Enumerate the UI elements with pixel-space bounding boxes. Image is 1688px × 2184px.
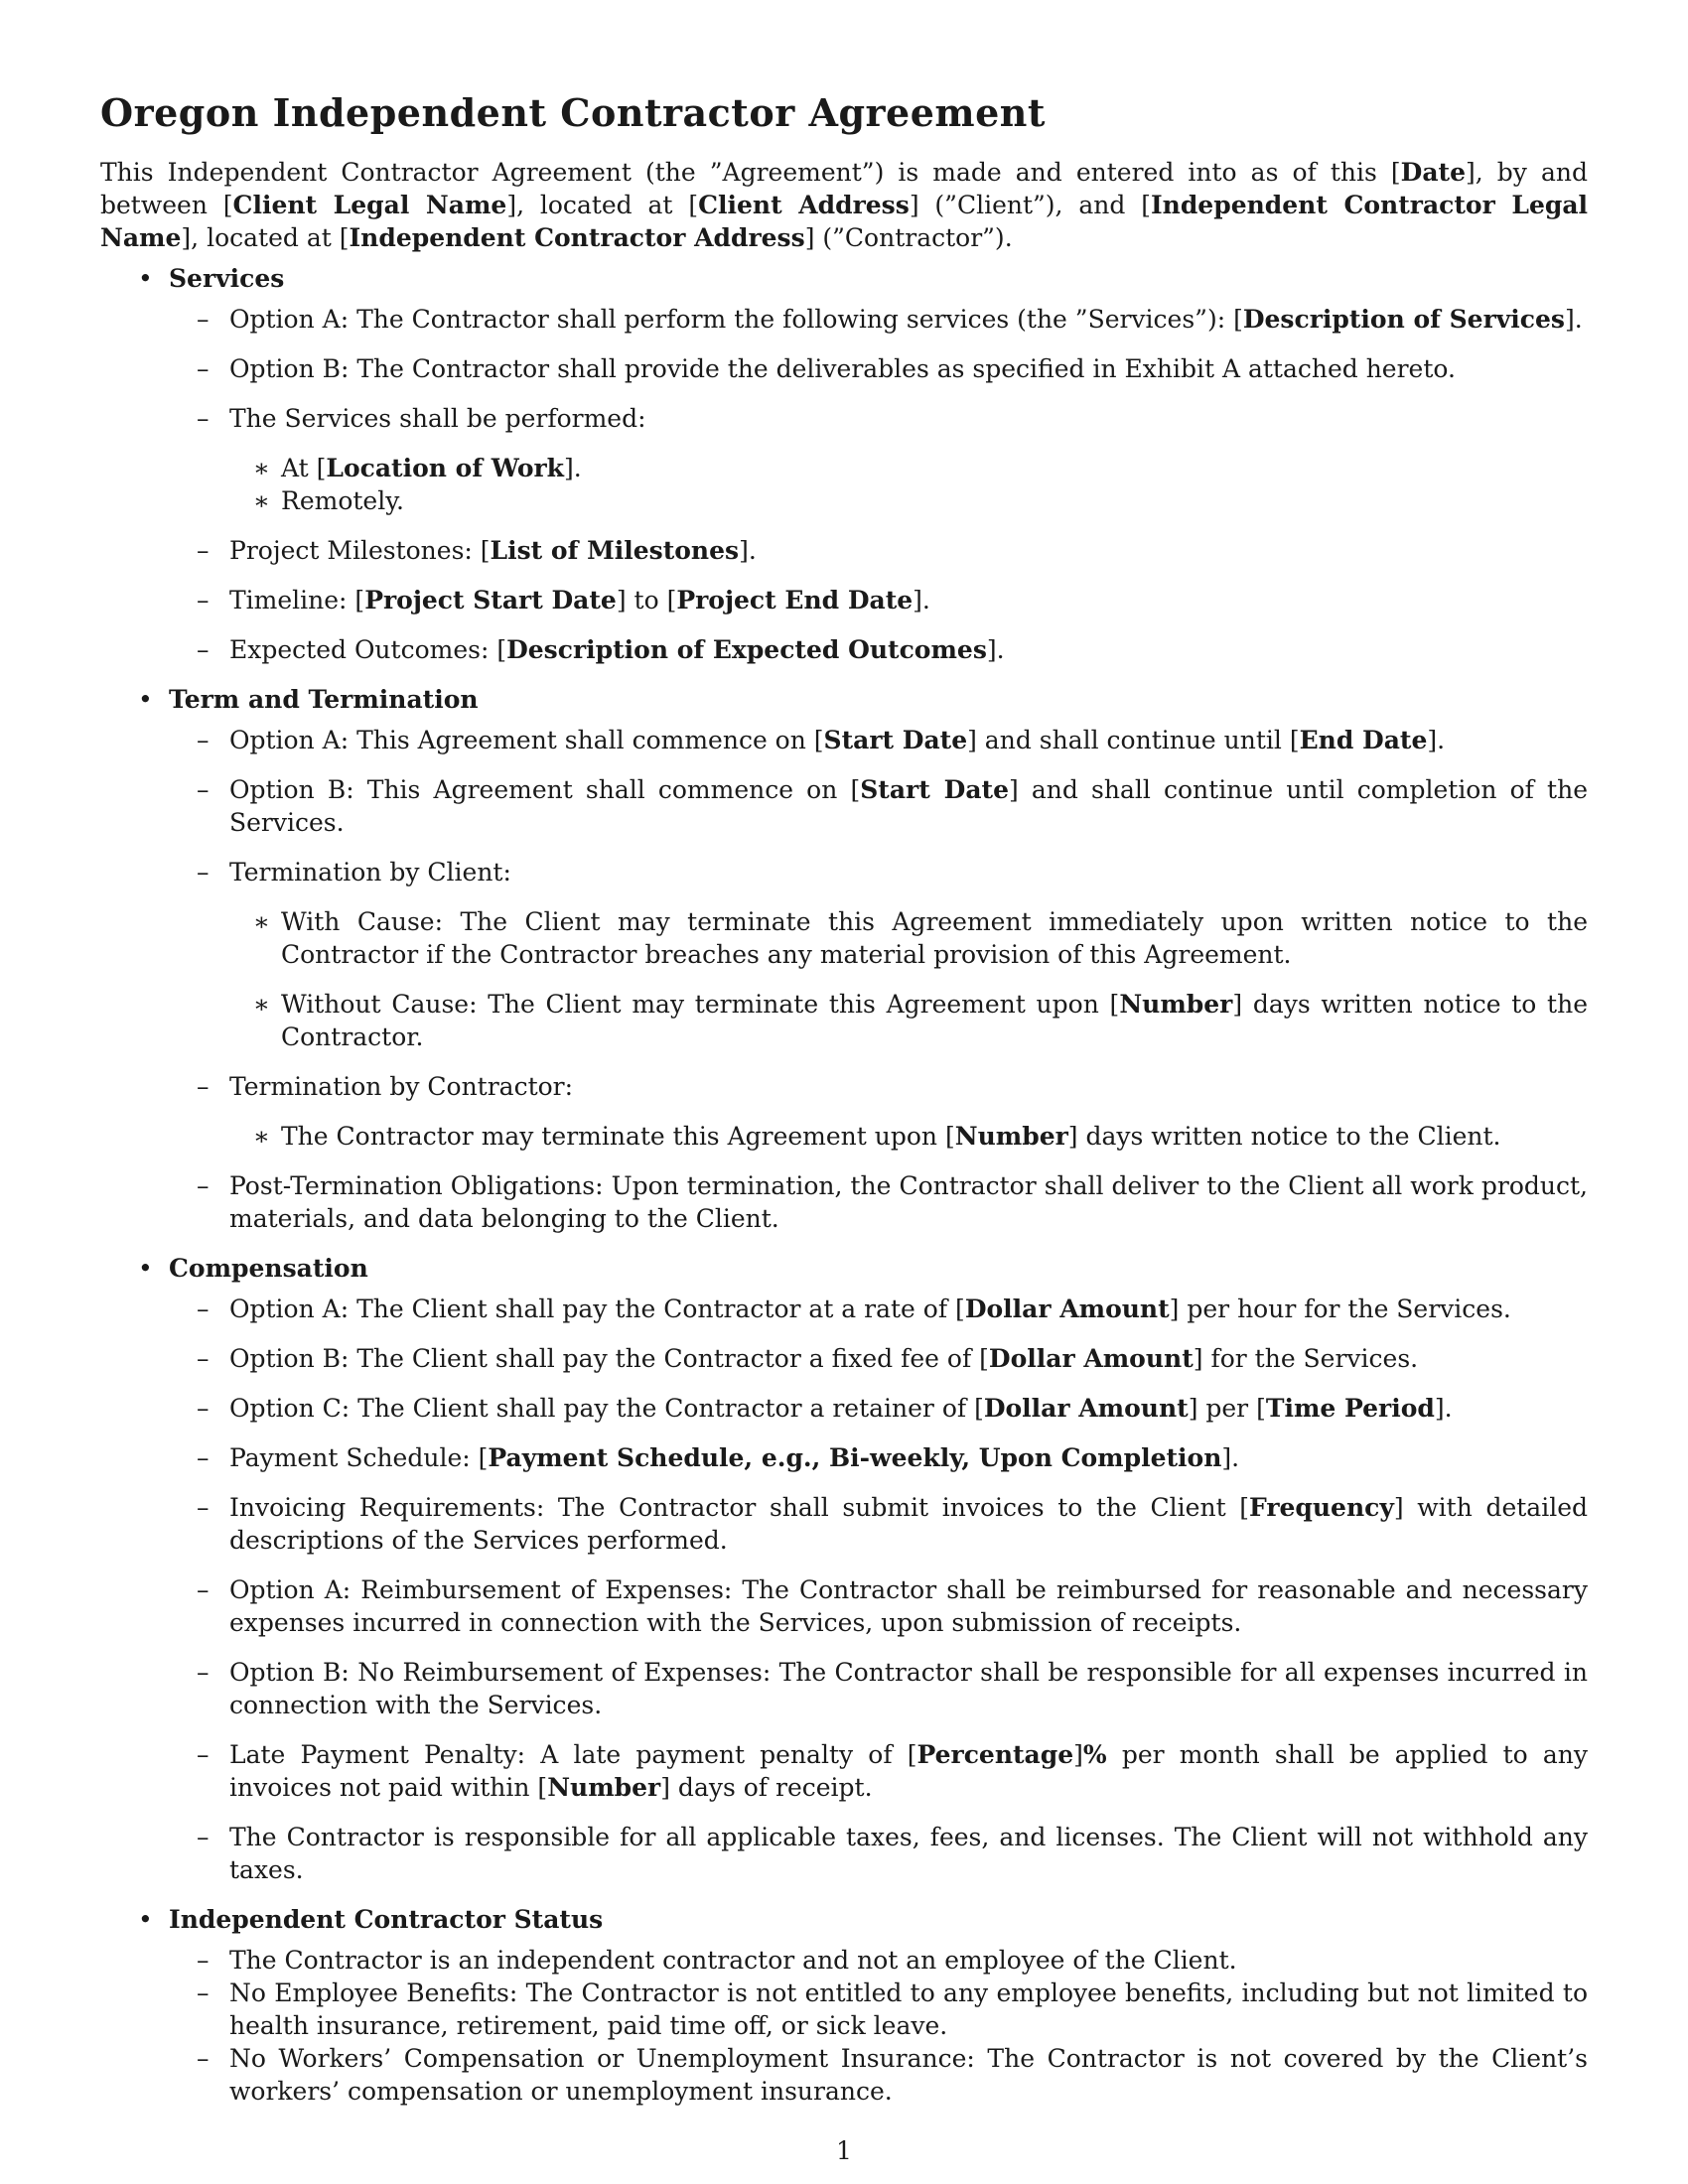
placeholder-contractor-address: Independent Contractor Address — [349, 223, 805, 252]
placeholder-client-name: Client Legal Name — [232, 191, 507, 219]
list-item — [169, 584, 1588, 616]
dash: – — [197, 726, 210, 754]
section-status — [100, 1903, 1588, 2108]
dash: – — [197, 404, 210, 433]
page-number: 1 — [836, 2136, 852, 2165]
dash: – — [197, 1823, 210, 1851]
placeholder: Time Period — [1265, 1394, 1435, 1423]
placeholder: List of Milestones — [490, 536, 740, 565]
list-item — [169, 352, 1588, 385]
list-item — [169, 1977, 1588, 2042]
placeholder: Number — [547, 1773, 661, 1802]
item-text: No Employee Benefits: The Contractor is not entitled to any employee benefits, including but not limited to health insurance, retirement, paid time off, or sick leave. — [229, 1979, 1588, 2040]
sub-list — [229, 1120, 1588, 1153]
dash: – — [197, 1946, 210, 1975]
placeholder: End Date — [1299, 726, 1428, 754]
section-heading: Independent Contractor Status — [169, 1905, 604, 1934]
item-text: Timeline: [ — [229, 586, 365, 614]
item-text: Option A: Reimbursement of Expenses: The Contractor shall be reimbursed for reasonable and necessary expenses incurred in connection with the Services, upon submission of receipts. — [229, 1575, 1588, 1637]
item-text: Expected Outcomes: [ — [229, 635, 507, 664]
sub-item — [229, 905, 1588, 971]
document-title: Oregon Independent Contractor Agreement — [100, 90, 1046, 135]
item-text: ]. — [564, 454, 582, 482]
list-item — [169, 1821, 1588, 1886]
dash: – — [197, 536, 210, 565]
item-text: The Services shall be performed: — [229, 404, 646, 433]
item-text: Invoicing Requirements: The Contractor shall submit invoices to the Client [ — [229, 1493, 1250, 1522]
section-heading: Term and Termination — [169, 685, 479, 714]
item-text: ] with detailed descriptions of the Services performed. — [229, 1493, 1588, 1555]
placeholder: Start Date — [823, 726, 968, 754]
dash: – — [197, 635, 210, 664]
dash: – — [197, 1493, 210, 1522]
item-text: Option B: The Contractor shall provide the deliverables as specified in Exhibit A attached hereto. — [229, 354, 1456, 383]
placeholder-client-address: Client Address — [698, 191, 910, 219]
bullet: • — [138, 264, 153, 293]
dash: – — [197, 2044, 210, 2073]
section-list — [100, 262, 1588, 2108]
dash: – — [197, 1658, 210, 1687]
list-item — [169, 303, 1588, 336]
item-text: Option A: The Client shall pay the Contractor at a rate of [ — [229, 1295, 965, 1323]
item-text: ]. — [1221, 1443, 1240, 1472]
intro-text: ] (”Contractor”). — [804, 223, 1013, 252]
placeholder: Dollar Amount — [983, 1394, 1189, 1423]
item-text: Option B: This Agreement shall commence on [ — [229, 775, 861, 804]
item-text: Without Cause: The Client may terminate this Agreement upon [ — [281, 990, 1120, 1019]
item-text: Late Payment Penalty: A late payment penalty of [ — [229, 1740, 917, 1769]
dash: – — [197, 1344, 210, 1373]
list-item — [169, 1491, 1588, 1557]
item-text: ] and shall continue until completion of the Services. — [229, 775, 1588, 837]
item-text: ]. — [1564, 305, 1583, 334]
item-text: The Contractor is an independent contractor and not an employee of the Client. — [229, 1946, 1237, 1975]
dash: – — [197, 1072, 210, 1101]
sub-list — [229, 905, 1588, 1053]
item-text: Termination by Contractor: — [229, 1072, 574, 1101]
placeholder-date: Date — [1400, 158, 1467, 187]
placeholder: Frequency — [1249, 1493, 1394, 1522]
item-text: Remotely. — [281, 486, 404, 515]
placeholder-contractor-name: Independent Contractor Legal Name — [100, 191, 1589, 252]
item-text: ]. — [986, 635, 1005, 664]
dash: – — [197, 1171, 210, 1200]
item-text: ]. — [913, 586, 930, 614]
star: ∗ — [253, 1122, 270, 1151]
item-text: ] to [ — [616, 586, 677, 614]
dash: – — [197, 1394, 210, 1423]
dash: – — [197, 858, 210, 887]
intro-paragraph — [100, 156, 1588, 254]
item-list — [169, 1293, 1588, 1886]
bullet: • — [138, 1254, 153, 1283]
item-text: Option A: This Agreement shall commence on [ — [229, 726, 824, 754]
intro-text: ] (”Client”), and [ — [909, 191, 1151, 219]
item-text: ]. — [1427, 726, 1446, 754]
percent-sign: % — [1082, 1740, 1107, 1769]
item-text: Option B: The Client shall pay the Contractor a fixed fee of [ — [229, 1344, 989, 1373]
dash: – — [197, 354, 210, 383]
placeholder: Start Date — [860, 775, 1009, 804]
placeholder: Description of Expected Outcomes — [506, 635, 987, 664]
dash: – — [197, 775, 210, 804]
document-body — [100, 89, 1588, 2108]
item-text: Option C: The Client shall pay the Contractor a retainer of [ — [229, 1394, 984, 1423]
item-list — [169, 1944, 1588, 2108]
placeholder: Percentage — [916, 1740, 1074, 1769]
star: ∗ — [253, 907, 270, 936]
section-services — [100, 262, 1588, 666]
placeholder: Dollar Amount — [964, 1295, 1170, 1323]
list-item — [169, 2042, 1588, 2108]
item-text: ] for the Services. — [1193, 1344, 1419, 1373]
item-list — [169, 303, 1588, 666]
star: ∗ — [253, 990, 270, 1019]
star: ∗ — [253, 486, 270, 515]
dash: – — [197, 1443, 210, 1472]
placeholder: Number — [1119, 990, 1233, 1019]
list-item — [169, 1392, 1588, 1425]
list-item — [169, 1169, 1588, 1235]
list-item — [169, 1441, 1588, 1474]
item-text: No Workers’ Compensation or Unemployment Insurance: The Contractor is not covered by the Client’s workers’ compensation or unemployment insurance. — [229, 2044, 1588, 2106]
list-item — [169, 856, 1588, 1053]
list-item — [169, 1656, 1588, 1721]
item-text: The Contractor may terminate this Agreement upon [ — [281, 1122, 955, 1151]
list-item — [169, 1944, 1588, 1977]
list-item — [169, 402, 1588, 517]
item-text: ] — [1073, 1740, 1083, 1769]
sub-item — [229, 1120, 1588, 1153]
placeholder: Location of Work — [326, 454, 564, 482]
list-item — [169, 773, 1588, 839]
dash: – — [197, 1295, 210, 1323]
item-text: With Cause: The Client may terminate this Agreement immediately upon written notice to the Contractor if the Contractor breaches any material provision of this Agreement. — [281, 907, 1588, 969]
section-term — [100, 683, 1588, 1235]
item-list — [169, 724, 1588, 1235]
star: ∗ — [253, 454, 270, 482]
dash: – — [197, 1575, 210, 1604]
placeholder: Description of Services — [1242, 305, 1565, 334]
list-item — [169, 1573, 1588, 1639]
intro-text: ], located at [ — [506, 191, 699, 219]
placeholder: Number — [954, 1122, 1068, 1151]
intro-text: ], by and between [ — [100, 158, 1588, 219]
section-heading: Services — [169, 264, 285, 293]
intro-text: This Independent Contractor Agreement (the ”Agreement”) is made and entered into as of this [ — [100, 158, 1401, 187]
section-heading: Compensation — [169, 1254, 368, 1283]
intro-text: ], located at [ — [181, 223, 350, 252]
dash: – — [197, 1979, 210, 2007]
item-text: ]. — [739, 536, 757, 565]
list-item — [169, 534, 1588, 567]
item-text: At [ — [281, 454, 327, 482]
list-item — [169, 1342, 1588, 1375]
item-text: per month shall be applied to any invoices not paid within [ — [229, 1740, 1589, 1802]
dash: – — [197, 305, 210, 334]
item-text: ] days of receipt. — [660, 1773, 873, 1802]
bullet: • — [138, 685, 153, 714]
placeholder: Dollar Amount — [988, 1344, 1194, 1373]
list-item — [169, 1293, 1588, 1325]
item-text: ] days written notice to the Client. — [1067, 1122, 1501, 1151]
item-text: ] per hour for the Services. — [1169, 1295, 1511, 1323]
list-item — [169, 633, 1588, 666]
placeholder: Project Start Date — [364, 586, 617, 614]
item-text: The Contractor is responsible for all applicable taxes, fees, and licenses. The Client will not withhold any taxes. — [229, 1823, 1588, 1884]
placeholder: Payment Schedule, e.g., Bi-weekly, Upon Completion — [488, 1443, 1222, 1472]
item-text: ] and shall continue until [ — [967, 726, 1300, 754]
sub-list — [229, 452, 1588, 517]
dash: – — [197, 586, 210, 614]
sub-item — [229, 988, 1588, 1053]
list-item — [169, 1070, 1588, 1153]
list-item — [169, 1738, 1588, 1804]
item-text: Payment Schedule: [ — [229, 1443, 489, 1472]
item-text: Option B: No Reimbursement of Expenses: The Contractor shall be responsible for all expenses incurred in connection with the Services. — [229, 1658, 1588, 1719]
item-text: Post-Termination Obligations: Upon termination, the Contractor shall deliver to the Client all work product, materials, and data belonging to the Client. — [229, 1171, 1588, 1233]
placeholder: Project End Date — [676, 586, 914, 614]
item-text: Option A: The Contractor shall perform the following services (the ”Services”): [ — [229, 305, 1243, 334]
item-text: Termination by Client: — [229, 858, 511, 887]
sub-item — [229, 484, 1588, 517]
section-compensation — [100, 1252, 1588, 1886]
list-item — [169, 724, 1588, 756]
item-text: ]. — [1434, 1394, 1453, 1423]
item-text: Project Milestones: [ — [229, 536, 491, 565]
item-text: ] days written notice to the Contractor. — [281, 990, 1588, 1051]
dash: – — [197, 1740, 210, 1769]
item-text: ] per [ — [1188, 1394, 1266, 1423]
bullet: • — [138, 1905, 153, 1934]
sub-item — [229, 452, 1588, 484]
